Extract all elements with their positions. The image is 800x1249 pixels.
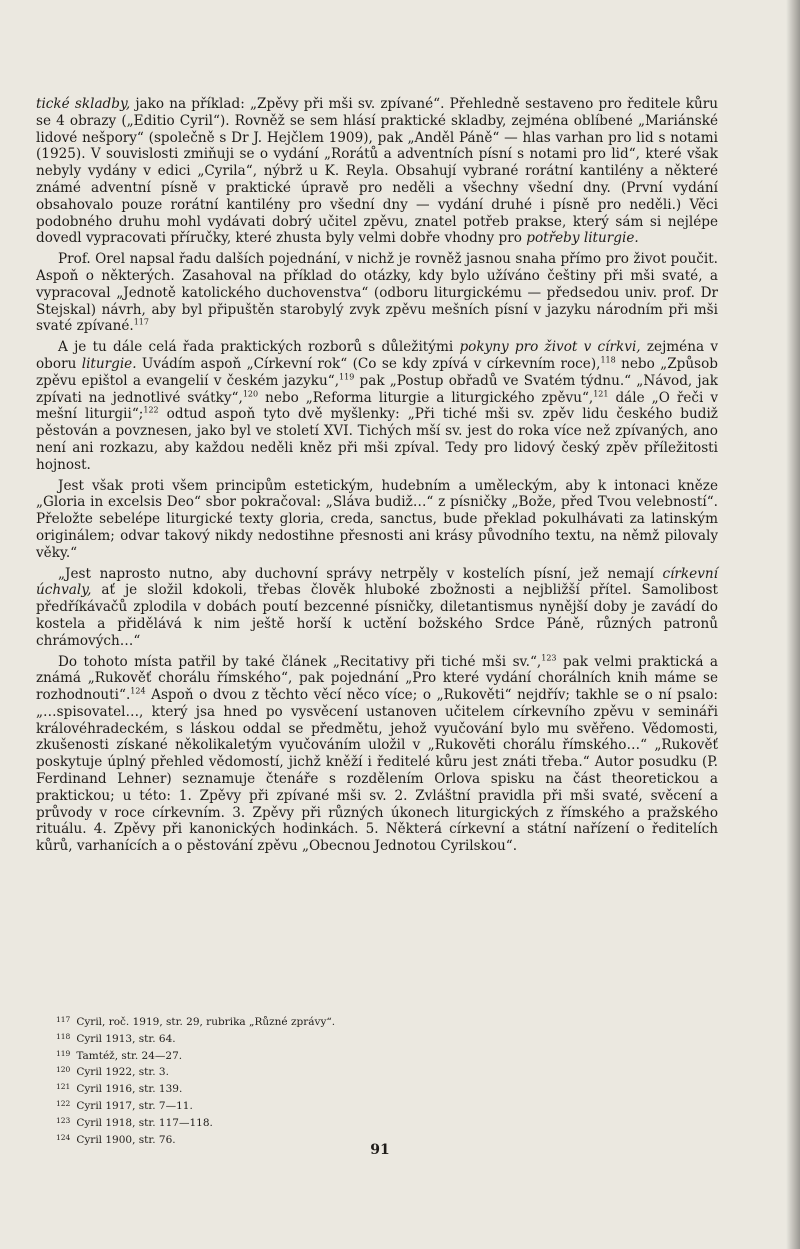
footnote-number: 124 bbox=[56, 1132, 71, 1142]
italic-phrase: pokyny pro život v církvi, bbox=[459, 339, 641, 356]
footnote-ref: 123 bbox=[541, 652, 557, 662]
footnote-item bbox=[56, 1047, 476, 1064]
footnote-item bbox=[56, 1080, 476, 1097]
footnote-item bbox=[56, 1063, 476, 1080]
text-run: jako na příklad: „Zpěvy při mši sv. zpívané“. Přehledně sestaveno pro ředitele kůru se 4 obrazy („Editio Cyril“). Rovněž se sem hlásí praktické skladby, zejména oblíbené „Mariánské lidové nešpory“ (společně s Dr J. Hejčlem 1909), pak „Anděl Páně“ — hlas varhan pro lid s notami (1925). V souvislosti zmiňuji se o vydání „Rorátů a adventních písní s notami pro lid“, které však nebyly vydány v edici „Cyrila“, nýbrž u K. Reyla. Obsahují vybrané rorátní kantilény a některé známé adventní písně v praktické úpravě pro neděli a všechny všední dny. (První vydání obsahovalo pouze rorátní kantilény pro všední dny — vydání druhé i písně pro neděli.) Věci podobného druhu mohl vydávati dobrý učitel zpěvu, znatel potřeb prakse, který sám si nejlépe dovedl vypracovati příručky, které zhusta byly velmi dobře vhodny pro bbox=[36, 96, 719, 247]
italic-phrase: potřeby liturgie. bbox=[526, 230, 639, 247]
text-run: pak „Postup obřadů ve Svatém týdnu.“ „Návod, jak zpívati na jednotlivé svátky“, bbox=[36, 372, 718, 406]
footnote-text: Cyril 1913, str. 64. bbox=[76, 1032, 176, 1045]
footnote-item bbox=[56, 1097, 476, 1114]
footnotes bbox=[56, 1013, 476, 1147]
paragraph bbox=[36, 654, 718, 856]
text-run: Uvádím aspoň „Církevní rok“ (Co se kdy zpívá v církevním roce), bbox=[136, 355, 601, 372]
paragraph bbox=[36, 339, 718, 473]
footnote-item bbox=[56, 1114, 476, 1131]
text-run: Aspoň o dvou z těchto věcí něco více; o „Rukověti“ nejdřív; takhle se o ní psalo: „…spisovatel…, který jsa hned po vysvěcení ustanoven učitelem církevního zpěvu v semináři královéhradeckém, s láskou oddal se předmětu, jehož vyučování bylo mu svěřeno. Vědomosti, zkušenosti získané několikaletým vyučováním uložil v „Rukověti chorálu římského…“ „Rukověť poskytuje úplný přehled vědomostí, jichž kněží i ředitelé kůru jest znáti třeba.“ Autor posudku (P. Ferdinand Lehner) seznamuje čtenáře s rozdělením Orlova spisku na část theoretickou a praktickou; u této: 1. Zpěvy při zpívané mši sv. 2. Zvláštní pravidla při mši svaté, svěcení a průvody v roce církevním. 3. Zpěvy při různých úkonech liturgických z římského a pražského rituálu. 4. Zpěvy při kanonických hodinkách. 5. Některá církevní a státní nařízení o ředitelích kůrů, varhanících a o pěstování zpěvu „Obecnou Jednotou Cyrilskou“. bbox=[36, 687, 718, 855]
footnote-text: Tamtéž, str. 24—27. bbox=[76, 1049, 183, 1062]
footnote-number: 121 bbox=[56, 1082, 71, 1092]
page-number: 91 bbox=[370, 1142, 390, 1158]
text-run: pak velmi praktická a známá „Rukověť chorálu římského“, pak pojednání „Pro které vydání chorálních knih máme se rozhodnouti“. bbox=[36, 653, 718, 704]
text-run: A je tu dále celá řada praktických rozborů s důležitými bbox=[58, 339, 460, 356]
footnote-ref: 118 bbox=[600, 355, 616, 365]
footnote-item bbox=[56, 1013, 476, 1030]
footnote-ref: 121 bbox=[593, 389, 609, 399]
footnote-text: Cyril 1900, str. 76. bbox=[76, 1133, 176, 1146]
paragraph bbox=[36, 566, 718, 650]
footnote-text: Cyril 1917, str. 7—11. bbox=[76, 1099, 193, 1112]
text-run: nebo „Reforma liturgie a liturgického zpěvu“, bbox=[258, 389, 594, 406]
paragraph bbox=[36, 478, 718, 562]
footnote-ref: 122 bbox=[143, 405, 159, 415]
text-run: dále „O řeči v mešní liturgii“; bbox=[36, 389, 718, 423]
text-run: zejména v oboru bbox=[36, 339, 718, 372]
page-edge-shadow bbox=[786, 0, 800, 1249]
italic-phrase: tické skladby, bbox=[36, 96, 131, 112]
body-text bbox=[36, 96, 718, 859]
italic-phrase: liturgie. bbox=[81, 355, 137, 372]
footnote-text: Cyril, roč. 1919, str. 29, rubrika „Různé zprávy“. bbox=[76, 1016, 336, 1028]
text-run: odtud aspoň tyto dvě myšlenky: „Při tiché mši sv. zpěv lidu českého budiž pěstován a povznesen, jako byl ve století XVI. Tichých mší sv. jest do roka více než zpívaných, ano není ani rozkazu, aby každou neděli kněz při mši zpíval. Tedy pro lidový český zpěv příležitosti hojnost. bbox=[36, 406, 718, 473]
footnote-item bbox=[56, 1131, 476, 1148]
footnote-ref: 117 bbox=[133, 317, 149, 327]
footnote-text: Cyril 1916, str. 139. bbox=[76, 1083, 183, 1096]
footnote-number: 117 bbox=[56, 1015, 71, 1024]
text-run: nebo „Způsob zpěvu epištol a evangelií v českém jazyku“, bbox=[36, 355, 718, 389]
footnote-number: 122 bbox=[56, 1098, 71, 1108]
footnote-number: 119 bbox=[56, 1048, 71, 1058]
paragraph bbox=[36, 96, 718, 247]
text-run: „Jest naprosto nutno, aby duchovní správy netrpěly v kostelích písní, jež nemají bbox=[58, 565, 663, 582]
footnote-ref: 124 bbox=[130, 686, 146, 696]
footnote-text: Cyril 1922, str. 3. bbox=[76, 1066, 169, 1079]
italic-phrase: církevní úchvaly, bbox=[36, 565, 718, 599]
text-run: Prof. Orel napsal řadu dalších pojednání, v nichž je rovněž jasnou snaha přímo pro život poučit. Aspoň o některých. Zasahoval na příklad do otázky, kdy bylo užíváno češtiny při mši svaté, a vypracoval „Jednotě katolického duchovenstva“ (odboru liturgickému — předsedou univ. prof. Dr Stejskal) návrh, aby byl připuštěn starobylý zvyk zpěvu mešních písní v jazyku národním při mši svaté zpívané. bbox=[36, 251, 718, 335]
footnote-ref: 120 bbox=[242, 389, 259, 399]
text-run: Do tohoto místa patřil by také článek „Recitativy při tiché mši sv.“, bbox=[58, 653, 542, 670]
text-run: ať je složil kdokoli, třebas člověk hluboké zbožnosti a nejbližší přítel. Samolibost předříkávačů zplodila v dobách poutí bezcenné písničky, diletantismus nynější doby je zavádí do kostela a přidělává k nim ještě horší k uctění božského Srdce Páně, různých patronů chrámových…“ bbox=[36, 582, 718, 649]
footnote-number: 118 bbox=[56, 1031, 71, 1041]
footnote-item bbox=[56, 1030, 476, 1047]
paragraph bbox=[36, 251, 718, 335]
footnote-ref: 119 bbox=[339, 372, 355, 382]
footnote-number: 120 bbox=[56, 1065, 71, 1075]
footnote-text: Cyril 1918, str. 117—118. bbox=[76, 1116, 213, 1129]
footnote-number: 123 bbox=[56, 1115, 71, 1125]
text-run: Jest však proti všem principům estetickým, hudebním a uměleckým, aby k intonaci kněze „Gloria in excelsis Deo“ sbor pokračoval: „Sláva budiž…“ z písničky „Bože, před Tvou velebností“. Přeložte sebelépe liturgické texty gloria, creda, sanctus, bude překlad pokulhávati za latinským originálem; odvar takový nikdy nedostihne přesnosti ani krásy původního textu, na němž pilovaly věky.“ bbox=[36, 477, 718, 561]
